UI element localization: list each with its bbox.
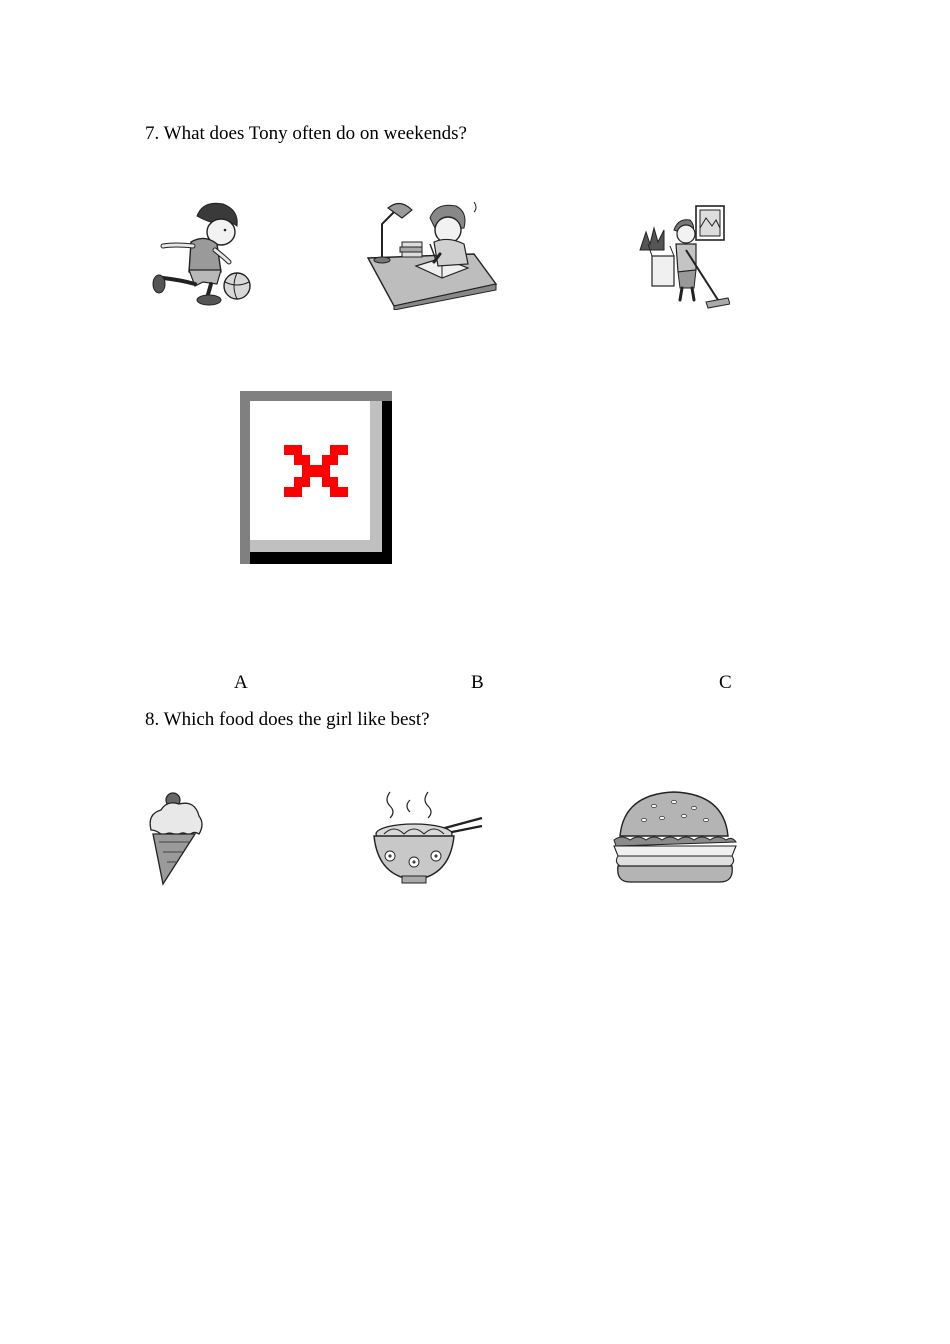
option-a-label: A — [234, 672, 248, 693]
hamburger-icon — [610, 790, 740, 884]
question-7-text: 7. What does Tony often do on weekends? — [145, 123, 467, 144]
noodle-bowl-icon — [370, 788, 484, 886]
boy-playing-basketball-icon — [145, 198, 257, 310]
ice-cream-cone-icon — [145, 790, 207, 886]
option-c-label: C — [719, 672, 732, 693]
broken-image-icon — [240, 391, 392, 564]
boy-doing-homework-icon — [364, 198, 500, 310]
girl-mopping-floor-icon — [634, 204, 730, 310]
question-8-text: 8. Which food does the girl like best? — [145, 709, 430, 730]
option-b-label: B — [471, 672, 484, 693]
